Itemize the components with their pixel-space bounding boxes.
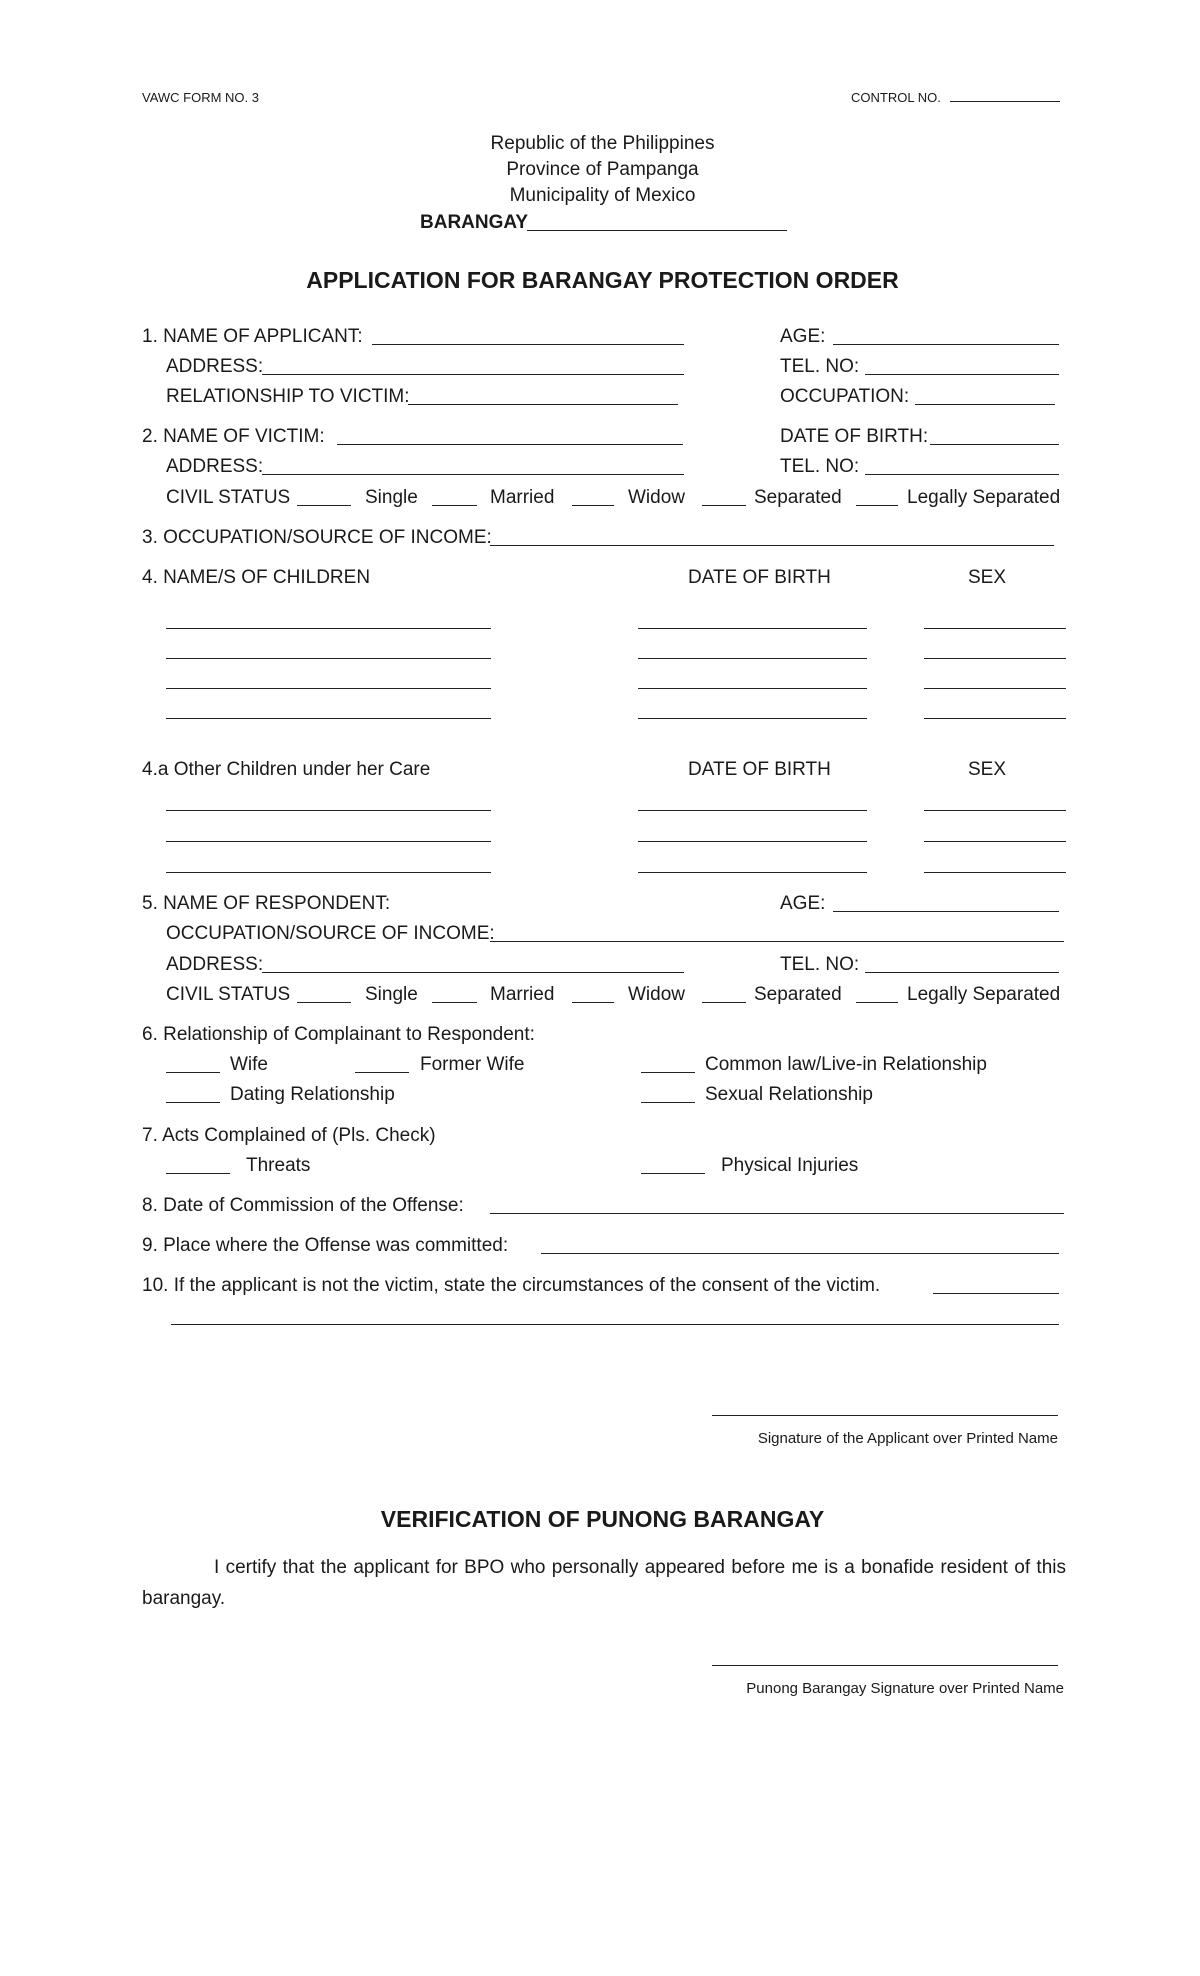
applicant-age-label: AGE: <box>780 326 826 347</box>
respondent-separated-option: Separated <box>754 984 842 1005</box>
threats-checkbox[interactable] <box>166 1173 230 1174</box>
other-child-sex-line[interactable] <box>924 810 1066 811</box>
victim-single-checkbox[interactable] <box>297 505 351 506</box>
wife-option: Wife <box>230 1054 268 1075</box>
victim-separated-checkbox[interactable] <box>702 505 746 506</box>
respondent-age-label: AGE: <box>780 893 826 914</box>
applicant-tel-label: TEL. NO: <box>780 356 860 377</box>
respondent-address-label: ADDRESS: <box>166 954 264 975</box>
province-line: Province of Pampanga <box>506 159 699 180</box>
wife-checkbox[interactable] <box>166 1072 220 1073</box>
common-law-checkbox[interactable] <box>641 1072 695 1073</box>
respondent-legally-separated-option: Legally Separated <box>907 984 1061 1005</box>
applicant-age-line[interactable] <box>833 344 1059 345</box>
former-wife-checkbox[interactable] <box>355 1072 409 1073</box>
republic-line: Republic of the Philippines <box>490 133 715 154</box>
respondent-occupation-line[interactable] <box>490 941 1064 942</box>
other-child-dob-line[interactable] <box>638 810 867 811</box>
relationship-to-victim-line[interactable] <box>408 404 678 405</box>
children-sex-header: SEX <box>968 567 1007 588</box>
relationship-to-victim-label: RELATIONSHIP TO VICTIM: <box>166 386 410 407</box>
victim-legally-separated-option: Legally Separated <box>907 487 1061 508</box>
physical-injuries-option: Physical Injuries <box>721 1155 859 1176</box>
child-dob-line[interactable] <box>638 688 867 689</box>
occupation-source-income-line[interactable] <box>490 545 1054 546</box>
consent-circumstances-line-2[interactable] <box>171 1324 1059 1325</box>
child-dob-line[interactable] <box>638 628 867 629</box>
other-children-dob-header: DATE OF BIRTH <box>688 759 831 780</box>
barangay-line[interactable] <box>527 230 787 231</box>
other-child-name-line[interactable] <box>166 841 491 842</box>
respondent-tel-label: TEL. NO: <box>780 954 860 975</box>
victim-civil-status-label: CIVIL STATUS <box>166 487 291 508</box>
verification-statement: I certify that the applicant for BPO who personally appeared before me is a bonafide resident of this barangay. <box>142 1557 1066 1609</box>
victim-separated-option: Separated <box>754 487 842 508</box>
municipality-line: Municipality of Mexico <box>509 185 696 206</box>
applicant-tel-line[interactable] <box>865 374 1059 375</box>
respondent-civil-status-label: CIVIL STATUS <box>166 984 291 1005</box>
children-dob-header: DATE OF BIRTH <box>688 567 831 588</box>
form-number: VAWC FORM NO. 3 <box>142 90 259 105</box>
victim-widow-checkbox[interactable] <box>572 505 614 506</box>
respondent-occupation-label: OCCUPATION/SOURCE OF INCOME: <box>166 923 495 944</box>
child-dob-line[interactable] <box>638 658 867 659</box>
respondent-name-label: 5. NAME OF RESPONDENT: <box>142 893 391 914</box>
applicant-signature-caption: Signature of the Applicant over Printed Name <box>757 1430 1058 1447</box>
victim-name-label: 2. NAME OF VICTIM: <box>142 426 325 447</box>
common-law-option: Common law/Live-in Relationship <box>705 1054 987 1075</box>
former-wife-option: Former Wife <box>420 1054 525 1075</box>
child-name-line[interactable] <box>166 688 491 689</box>
other-child-name-line[interactable] <box>166 872 491 873</box>
threats-option: Threats <box>246 1155 311 1176</box>
offense-date-label: 8. Date of Commission of the Offense: <box>142 1195 464 1216</box>
other-children-sex-header: SEX <box>968 759 1007 780</box>
child-sex-line[interactable] <box>924 718 1066 719</box>
respondent-married-option: Married <box>490 984 555 1005</box>
victim-single-option: Single <box>365 487 418 508</box>
victim-address-line[interactable] <box>262 474 684 475</box>
respondent-single-checkbox[interactable] <box>297 1002 351 1003</box>
other-child-name-line[interactable] <box>166 810 491 811</box>
other-child-sex-line[interactable] <box>924 841 1066 842</box>
applicant-occupation-line[interactable] <box>915 404 1055 405</box>
offense-place-line[interactable] <box>541 1253 1059 1254</box>
consent-circumstances-line[interactable] <box>933 1293 1059 1294</box>
child-sex-line[interactable] <box>924 658 1066 659</box>
respondent-legally-separated-checkbox[interactable] <box>856 1002 898 1003</box>
applicant-name-label: 1. NAME OF APPLICANT: <box>142 326 363 347</box>
children-names-label: 4. NAME/S OF CHILDREN <box>142 567 371 588</box>
respondent-age-line[interactable] <box>833 911 1059 912</box>
respondent-married-checkbox[interactable] <box>432 1002 477 1003</box>
barangay-label: BARANGAY <box>420 212 529 233</box>
acts-complained-label: 7. Acts Complained of (Pls. Check) <box>142 1125 436 1146</box>
applicant-name-line[interactable] <box>372 344 684 345</box>
child-sex-line[interactable] <box>924 688 1066 689</box>
victim-tel-label: TEL. NO: <box>780 456 860 477</box>
respondent-single-option: Single <box>365 984 418 1005</box>
victim-name-line[interactable] <box>337 444 683 445</box>
victim-married-checkbox[interactable] <box>432 505 477 506</box>
consent-circumstances-label: 10. If the applicant is not the victim, state the circumstances of the consent of the victim. <box>142 1275 881 1296</box>
punong-barangay-signature-caption: Punong Barangay Signature over Printed Name <box>746 1680 1064 1697</box>
occupation-source-income-label: 3. OCCUPATION/SOURCE OF INCOME: <box>142 527 492 548</box>
child-name-line[interactable] <box>166 658 491 659</box>
applicant-occupation-label: OCCUPATION: <box>780 386 910 407</box>
sexual-option: Sexual Relationship <box>705 1084 873 1105</box>
relationship-complainant-label: 6. Relationship of Complainant to Respondent: <box>142 1024 535 1045</box>
applicant-address-label: ADDRESS: <box>166 356 264 377</box>
respondent-widow-checkbox[interactable] <box>572 1002 614 1003</box>
applicant-address-line[interactable] <box>262 374 684 375</box>
child-name-line[interactable] <box>166 628 491 629</box>
respondent-separated-checkbox[interactable] <box>702 1002 746 1003</box>
physical-injuries-checkbox[interactable] <box>641 1173 705 1174</box>
form-title: APPLICATION FOR BARANGAY PROTECTION ORDER <box>306 267 899 293</box>
child-name-line[interactable] <box>166 718 491 719</box>
other-child-dob-line[interactable] <box>638 872 867 873</box>
other-child-dob-line[interactable] <box>638 841 867 842</box>
other-children-label: 4.a Other Children under her Care <box>142 759 431 780</box>
verification-title: VERIFICATION OF PUNONG BARANGAY <box>380 1506 825 1532</box>
respondent-address-line[interactable] <box>262 972 684 973</box>
child-dob-line[interactable] <box>638 718 867 719</box>
victim-tel-line[interactable] <box>865 474 1059 475</box>
child-sex-line[interactable] <box>924 628 1066 629</box>
respondent-widow-option: Widow <box>628 984 686 1005</box>
control-number-label: CONTROL NO. <box>851 90 941 105</box>
punong-barangay-signature-line[interactable] <box>712 1665 1058 1666</box>
victim-widow-option: Widow <box>628 487 686 508</box>
other-child-sex-line[interactable] <box>924 872 1066 873</box>
victim-dob-label: DATE OF BIRTH: <box>780 426 929 447</box>
applicant-signature-line[interactable] <box>712 1415 1058 1416</box>
victim-address-label: ADDRESS: <box>166 456 264 477</box>
control-number-line[interactable] <box>950 101 1060 102</box>
dating-option: Dating Relationship <box>230 1084 395 1105</box>
offense-date-line[interactable] <box>490 1213 1064 1214</box>
sexual-checkbox[interactable] <box>641 1102 695 1103</box>
victim-married-option: Married <box>490 487 555 508</box>
victim-dob-line[interactable] <box>930 444 1059 445</box>
dating-checkbox[interactable] <box>166 1102 220 1103</box>
offense-place-label: 9. Place where the Offense was committed: <box>142 1235 509 1256</box>
respondent-tel-line[interactable] <box>865 972 1059 973</box>
victim-legally-separated-checkbox[interactable] <box>856 505 898 506</box>
